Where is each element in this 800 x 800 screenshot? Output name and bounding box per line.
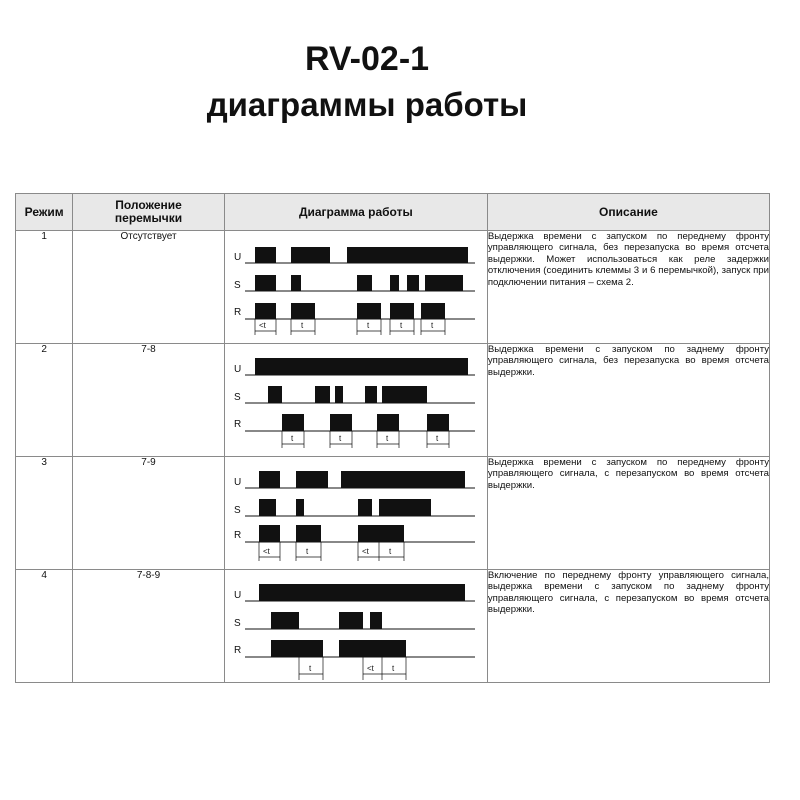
signal-label-r: R [233, 530, 242, 541]
timing-diagram-2 [225, 344, 487, 456]
pulses-u [255, 247, 468, 263]
header-jumper [73, 194, 225, 231]
guide-lines [299, 657, 406, 680]
pulses-r [255, 303, 445, 319]
time-label: t [338, 434, 342, 443]
pulses-s [271, 612, 382, 629]
time-label: t [366, 321, 370, 330]
diagram-cell [224, 570, 487, 683]
jumper-cell: Отсутствует [73, 231, 225, 344]
pulses-u [255, 358, 468, 375]
time-label: t [430, 321, 434, 330]
table-row [16, 570, 770, 683]
description-cell: Выдержка времени с запуском по переднему фронту управляющего сигнала, без перезапуска во время отсчета выдержки. Может использоваться как реле задержки отключения (соединить клеммы 3 и 6 перемычкой), запуск при подключении питания – схема 2. [487, 231, 769, 344]
guide-lines [282, 431, 449, 448]
time-label: t [399, 321, 403, 330]
signal-label-s: S [233, 505, 241, 516]
time-label: t [435, 434, 439, 443]
timing-diagram-3 [225, 457, 487, 569]
time-label: <t [258, 321, 266, 330]
jumper-cell: 7-8-9 [73, 570, 225, 683]
header-diagram: Диаграмма работы [224, 194, 487, 231]
time-label: t [300, 321, 304, 330]
time-label: t [391, 664, 395, 673]
pulses-u [259, 471, 465, 488]
table-row [16, 457, 770, 570]
signal-label-s: S [233, 618, 241, 629]
header-mode: Режим [16, 194, 73, 231]
time-label: t [388, 547, 392, 556]
timing-diagram-4 [225, 570, 487, 682]
mode-cell: 3 [16, 457, 73, 570]
mode-cell: 2 [16, 344, 73, 457]
header-jumper-text: Положение перемычки [114, 198, 183, 225]
signal-label-u: U [233, 477, 242, 488]
signal-label-r: R [233, 645, 242, 656]
diagram-cell [224, 231, 487, 344]
pulses-r [282, 414, 449, 431]
table-row [16, 344, 770, 457]
description-cell: Выдержка времени с запуском по заднему фронту управляющего сигнала, без перезапуска во время отсчета выдержки. [487, 344, 769, 457]
page-title: RV-02-1 [304, 40, 430, 78]
description-cell: Выдержка времени с запуском по переднему фронту управляющего сигнала, с перезапуском во время отсчета выдержки. [487, 457, 769, 570]
diagram-cell [224, 457, 487, 570]
jumper-cell: 7-9 [73, 457, 225, 570]
timing-diagram-1 [225, 231, 487, 343]
header-description: Описание [487, 194, 769, 231]
time-label: t [305, 547, 309, 556]
signal-label-u: U [233, 590, 242, 601]
mode-cell: 1 [16, 231, 73, 344]
pulses-s [259, 499, 431, 516]
signal-label-r: R [233, 307, 242, 318]
diagram-cell [224, 344, 487, 457]
jumper-cell: 7-8 [73, 344, 225, 457]
time-label: <t [366, 664, 374, 673]
pulses-s [255, 275, 463, 291]
signal-label-u: U [233, 252, 242, 263]
table-row [16, 231, 770, 344]
time-label: <t [262, 547, 270, 556]
time-label: <t [361, 547, 369, 556]
header-row [16, 194, 770, 231]
guide-lines [259, 542, 404, 561]
description-cell: Включение по переднему фронту управляющего сигнала, выдержка времени с запуском по заднему фронту управляющего сигнала, с перезапуском во время отсчета выдержки. [487, 570, 769, 683]
page-subtitle: диаграммы работы [206, 86, 528, 123]
timing-table [15, 193, 770, 683]
time-label: t [290, 434, 294, 443]
pulses-r [259, 525, 404, 542]
time-label: t [308, 664, 312, 673]
pulses-u [259, 584, 465, 601]
time-label: t [385, 434, 389, 443]
signal-label-s: S [233, 280, 241, 291]
signal-label-r: R [233, 419, 242, 430]
pulses-r [271, 640, 406, 657]
signal-label-s: S [233, 392, 241, 403]
pulses-s [268, 386, 427, 403]
mode-cell: 4 [16, 570, 73, 683]
signal-label-u: U [233, 364, 242, 375]
guide-lines [255, 319, 445, 335]
